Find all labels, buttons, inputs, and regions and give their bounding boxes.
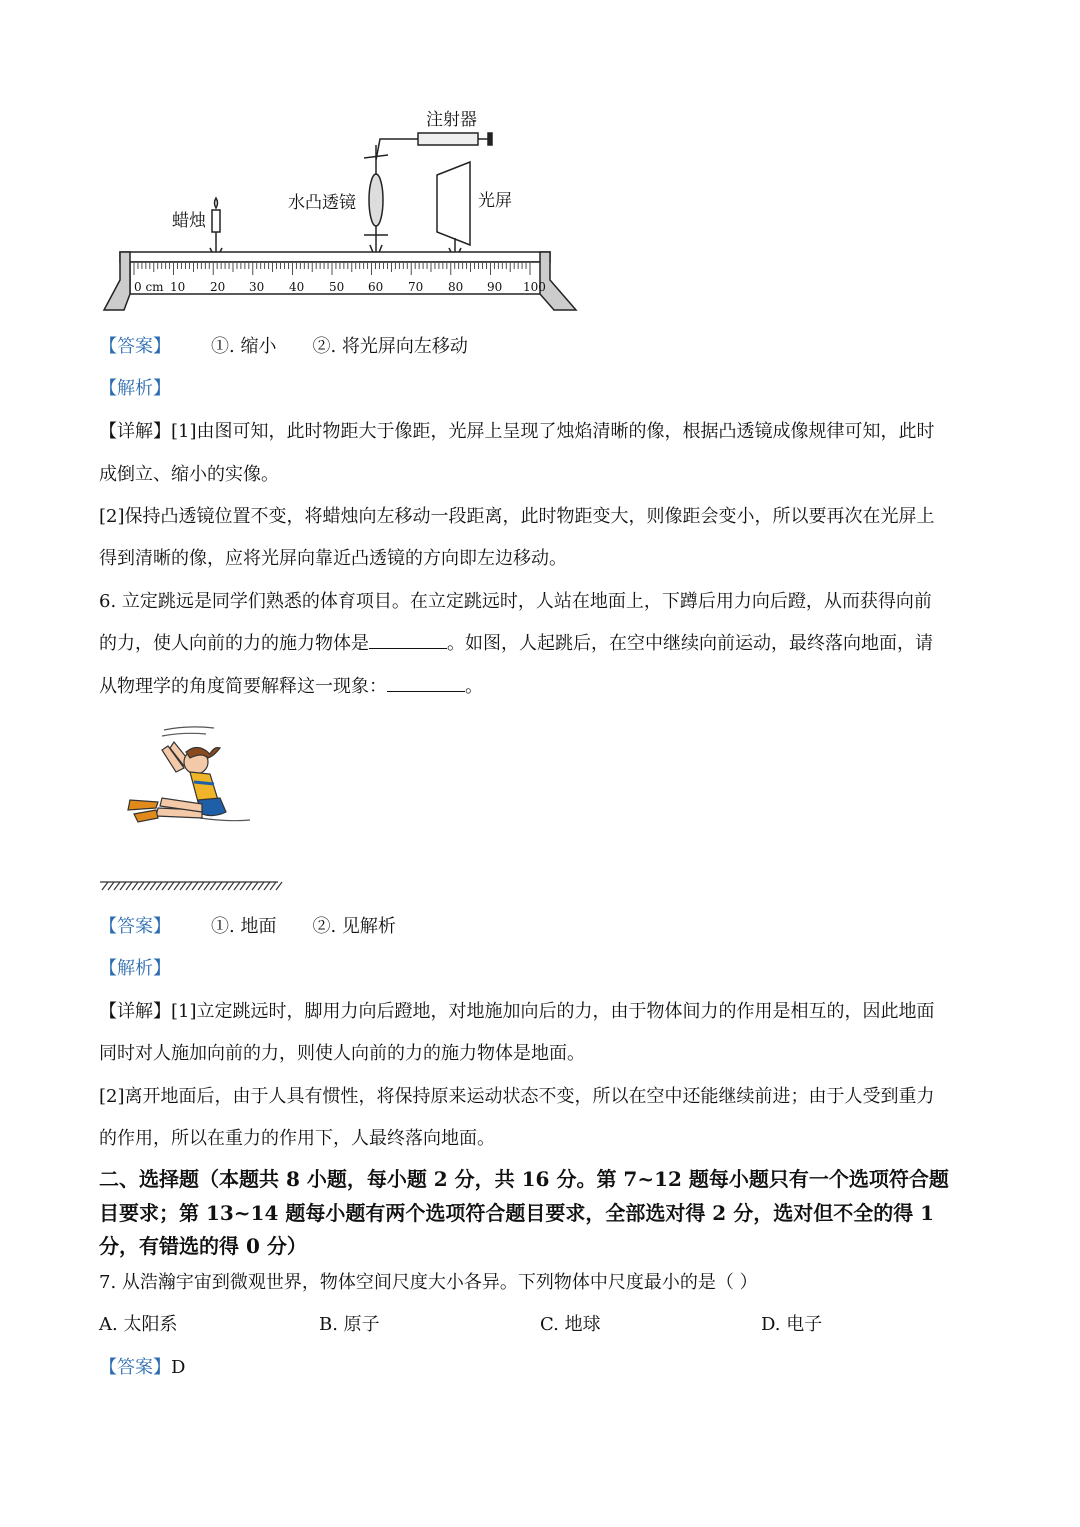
hatch-mark (168, 882, 174, 890)
answer-value: D (171, 1357, 186, 1378)
long-jump-figure (98, 722, 288, 892)
ruler-tick-label-50 (329, 280, 344, 294)
answer-item-1: ①. 缩小 (211, 336, 277, 357)
q7-option-d[interactable]: D. 电子 (761, 1314, 823, 1335)
hatch-mark (114, 882, 120, 890)
hatch-mark (252, 882, 258, 890)
svg-text:60: 60 (368, 280, 384, 294)
hatch-mark (108, 882, 114, 890)
svg-text:30: 30 (249, 280, 265, 294)
hatch-mark (144, 882, 150, 890)
svg-text:80: 80 (448, 280, 464, 294)
q6-detail-line-3: [2]离开地面后，由于人具有惯性，将保持原来运动状态不变，所以在空中还能继续前进；由于人受到重力 (99, 1086, 935, 1107)
hatch-mark (138, 882, 144, 890)
hatch-mark (102, 882, 108, 890)
answer-item-2: ②. 将光屏向左移动 (312, 336, 468, 357)
hatch-mark (228, 882, 234, 890)
ruler-tick-label-80 (448, 280, 463, 294)
answer-item-2: ②. 见解析 (312, 916, 396, 937)
q6-detail-line-1 (99, 999, 935, 1025)
water-lens (364, 145, 388, 260)
q7-answer-line (99, 1355, 185, 1381)
answer-tag: 【答案】 (99, 916, 171, 937)
hatch-mark (258, 882, 264, 890)
q5-answer-line (99, 334, 468, 360)
hatch-mark (120, 882, 126, 890)
hatch-mark (246, 882, 252, 890)
syringe-label: 注射器 (426, 110, 477, 130)
answer-tag: 【答案】 (99, 336, 171, 357)
answer-item-1: ①. 地面 (211, 916, 277, 937)
q5-detail-line-1 (99, 419, 935, 445)
candle-label: 蜡烛 (172, 211, 206, 231)
optical-bench-figure (100, 100, 580, 320)
hatch-mark (264, 882, 270, 890)
q5-detail-line-3: [2]保持凸透镜位置不变，将蜡烛向左移动一段距离，此时物距变大，则像距会变小，所以要再次在光屏上 (99, 506, 935, 527)
section-heading-line-1: 二、选择题（本题共 8 小题，每小题 2 分，共 16 分。第 7~12 题每小题只有一个选项符合题 (99, 1167, 949, 1191)
hatch-mark (216, 882, 222, 890)
hatch-mark (240, 882, 246, 890)
jumper (128, 742, 226, 822)
q7-option-c[interactable]: C. 地球 (540, 1314, 601, 1335)
detail-text: [1]立定跳远时，脚用力向后蹬地，对地施加向后的力，由于物体间力的作用是相互的，因此地面 (171, 1001, 935, 1022)
section-heading-line-2: 目要求；第 13~14 题每小题有两个选项符合题目要求，全部选对得 2 分，选对但不全的得 1 (99, 1201, 935, 1225)
ruler-tick-label-40 (289, 280, 304, 294)
hatch-mark (150, 882, 156, 890)
q5-detail-line-4: 得到清晰的像，应将光屏向靠近凸透镜的方向即左边移动。 (99, 548, 567, 569)
q6-text: 的力，使人向前的力的施力物体是 (99, 633, 369, 654)
q5-analysis-tag: 【解析】 (99, 378, 171, 399)
answer-blank-2[interactable] (387, 674, 465, 692)
q7-option-b[interactable]: B. 原子 (319, 1314, 380, 1335)
hatch-mark (204, 882, 210, 890)
detail-tag: 【详解】 (99, 421, 171, 442)
q6-stem-line-2 (99, 631, 933, 657)
hatch-mark (174, 882, 180, 890)
q6-answer-line (99, 914, 396, 940)
hatch-mark (198, 882, 204, 890)
answer-tag: 【答案】 (99, 1357, 171, 1378)
hatch-mark (156, 882, 162, 890)
q6-analysis-tag: 【解析】 (99, 958, 171, 979)
screen-label: 光屏 (478, 191, 512, 211)
ruler-tick-label-60 (368, 280, 383, 294)
q6-detail-line-4: 的作用，所以在重力的作用下，人最终落向地面。 (99, 1128, 495, 1149)
svg-text:20: 20 (210, 280, 226, 294)
svg-text:50: 50 (329, 280, 345, 294)
svg-text:70: 70 (408, 280, 424, 294)
svg-text:40: 40 (289, 280, 305, 294)
hatch-mark (192, 882, 198, 890)
ruler-tick-label-20 (210, 280, 225, 294)
q6-text: 。 (465, 676, 483, 697)
hatch-mark (222, 882, 228, 890)
svg-text:100: 100 (523, 280, 546, 294)
hatch-mark (270, 882, 276, 890)
hatch-mark (186, 882, 192, 890)
ruler-tick-label-10 (170, 280, 185, 294)
q6-detail-line-2: 同时对人施加向前的力，则使人向前的力的施力物体是地面。 (99, 1043, 585, 1064)
ruler-tick-label-100 (523, 280, 546, 294)
svg-text:10: 10 (170, 280, 186, 294)
ruler-tick-label-90 (487, 280, 502, 294)
q6-text: 。如图，人起跳后，在空中继续向前运动，最终落向地面，请 (447, 633, 933, 654)
ruler-tick-label-30 (249, 280, 264, 294)
q5-detail-line-2: 成倒立、缩小的实像。 (99, 464, 279, 485)
detail-tag: 【详解】 (99, 1001, 171, 1022)
q6-stem-line-3 (99, 674, 483, 700)
hatch-mark (210, 882, 216, 890)
hatch-mark (234, 882, 240, 890)
lens-label: 水凸透镜 (288, 193, 356, 213)
ground-hatch-marks (102, 882, 282, 890)
q6-stem-line-1: 6. 立定跳远是同学们熟悉的体育项目。在立定跳远时，人站在地面上，下蹲后用力向后蹬，从而获得向前 (99, 591, 932, 612)
answer-blank-1[interactable] (369, 631, 447, 649)
hatch-mark (180, 882, 186, 890)
q7-option-a[interactable]: A. 太阳系 (99, 1314, 178, 1335)
svg-text:90: 90 (487, 280, 503, 294)
ruler-unit: 0 cm (134, 280, 164, 294)
section-heading-line-3: 分，有错选的得 0 分） (99, 1234, 307, 1258)
syringe (376, 133, 492, 160)
candle (210, 198, 222, 260)
hatch-mark (162, 882, 168, 890)
hatch-mark (126, 882, 132, 890)
hatch-mark (132, 882, 138, 890)
q7-stem: 7. 从浩瀚宇宙到微观世界，物体空间尺度大小各异。下列物体中尺度最小的是（ ） (99, 1272, 758, 1293)
detail-text: [1]由图可知，此时物距大于像距，光屏上呈现了烛焰清晰的像，根据凸透镜成像规律可知，此时 (171, 421, 935, 442)
q6-text: 从物理学的角度简要解释这一现象： (99, 676, 387, 697)
ruler-tick-label-70 (408, 280, 423, 294)
hatch-mark (276, 882, 282, 890)
light-screen (437, 162, 470, 260)
